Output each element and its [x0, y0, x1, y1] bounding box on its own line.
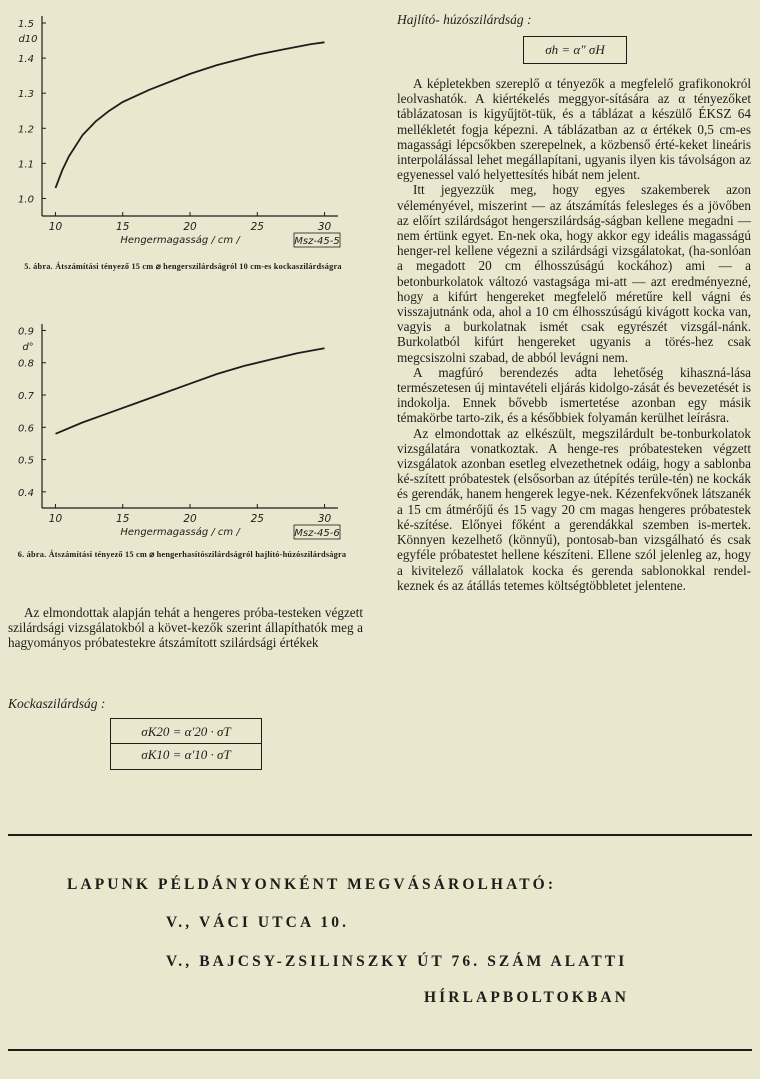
x-tick-label: 15: [116, 513, 130, 525]
y-tick-label: 1.1: [18, 159, 34, 171]
cube-strength-formula-box: [110, 718, 262, 770]
y-axis-label: d10: [18, 34, 38, 45]
bending-strength-formula-box: σh = α″ σH: [523, 36, 627, 64]
x-tick-label: 20: [183, 221, 197, 233]
x-tick-label: 25: [250, 221, 264, 233]
x-axis-label: Hengermagasság / cm /: [120, 527, 240, 538]
x-tick-label: 25: [250, 513, 264, 525]
banner-line-4: HÍRLAPBOLTOKBAN: [424, 989, 629, 1006]
x-tick-label: 10: [48, 513, 63, 525]
banner-bottom-rule: [8, 1049, 752, 1051]
x-tick-label: 30: [317, 221, 332, 233]
banner-line-3: V., BAJCSY-ZSILINSZKY ÚT 76. SZÁM ALATTI: [166, 953, 628, 970]
cube-strength-heading: Kockaszilárdság :: [8, 696, 106, 711]
x-tick-label: 15: [116, 221, 130, 233]
y-tick-label: 0.9: [18, 326, 34, 338]
y-tick-label: 0.4: [18, 487, 34, 499]
right-column-body: [397, 76, 751, 593]
y-axis-label: d°: [22, 342, 34, 353]
series-curve: [56, 42, 325, 188]
left-paragraph: Az elmondottak alapján tehát a hengeres próba-testeken végzett szilárdsági vizsgálatokból a követ-kezők szerint állapíthatók meg a hagyományos próbatestekre átszámított szilárdsági értékek: [8, 605, 363, 651]
right-paragraph-2: Itt jegyezzük meg, hogy egyes szakemberek azon véleményével, miszerint — az átszámítás felesleges és a jövőben az előírt szilárdságot hengerszilárdság-ságban kellene megadni — nem értünk egyet. En-nek oka, hogy akkor egy ideális magasságú henger-rel kellene végezni a szilárdsági vizsgálatokat, (ha-sonlóan a megadott 20 cm élhosszúságú kockához) ami — a betonburkolatok változó vastagsága mi-att — azt eredményezné, hogy a kifúrt hengereket megfelelő méretűre kell vágni és visszajutnánk oda, ahol a 10 cm élhosszúságú kivágott kocka van, vagyis a burkolatnak ismét csak egyrészét vizsgál-nánk. Burkolatból kifúrt hengereket ugyanis a törés-hez csak megcsiszolni szabad, de abból levágni nem.: [397, 182, 751, 365]
banner-line-1: LAPUNK PÉLDÁNYONKÉNT MEGVÁSÁROLHATÓ:: [67, 876, 557, 893]
y-tick-label: 1.5: [18, 19, 34, 31]
figure-6-chart: [0, 316, 360, 544]
y-tick-label: 0.5: [18, 455, 34, 467]
right-paragraph-4: Az elmondottak az elkészült, megszilárdult be-tonburkolatok vizsgálatára vonatkoztak. A henge-res próbatesteken végzett vizsgálatok azonban esetleg elvezethetnek odáig, hogy a sablonba ké-szített próbatestek (elsősorban az útépítés terüle-tén) ne kockák és gerendák, hanem hengerek legye-nek. Kézenfekvőnek látszanék a 15 cm átmérőjű és 15 vagy 20 cm magas hengeres próbatestek ké-szítése. Előnyei főként a gerendákkal szemben is-mertek. Könnyen kezelhető (könnyű), pontosab-ban vizsgálható és csak egyféle próbatestet hellene készíteni. Ellene szól jelenleg az, hogy a kivitelező vállalatok kocka és gerenda sablonokkal rendel-keznek és az átállás tetemes költségtöbbletet jelentene.: [397, 425, 751, 593]
y-tick-label: 1.0: [18, 194, 34, 206]
x-tick-label: 30: [317, 513, 332, 525]
y-tick-label: 0.7: [18, 391, 34, 403]
figure-5-chart: [0, 8, 360, 258]
standard-stamp: Msz-45-6: [294, 528, 340, 539]
figure-5-caption: 5. ábra. Átszámítási tényező 15 cm ⌀ hengerszilárdságról 10 cm-es kockaszilárdságra: [24, 262, 342, 271]
formula-k10: σK10 = α′10 · σT: [141, 747, 231, 762]
figure-6-caption: 6. ábra. Átszámítási tényező 15 cm ⌀ hengerhasítószilárdságról hajlító-húzószilárdságra: [17, 550, 347, 559]
right-paragraph-1: A képletekben szereplő α tényezők a megfelelő grafikonokról leolvashatók. A kiértékelés meggyor-sítására az α tényezőket táblázatosan is kigyűjtöt-tük, és a táblázat a készülő ÉKSZ 64 mellékletét fogja képezni. A táblázatban az α értékek 0,5 cm-es magassági lépcsőkben szerepelnek, a közbenső érté-keket lineáris interpolálással lehet megállapítani, ugyanis ilyen kis távolságon az egyenessel való helyettesítés hibát nem jelent.: [397, 76, 751, 183]
y-tick-label: 1.3: [18, 89, 34, 101]
series-curve: [56, 348, 325, 434]
y-tick-label: 1.4: [18, 54, 34, 66]
banner-top-rule: [8, 834, 752, 836]
y-tick-label: 0.6: [18, 423, 34, 435]
x-axis-label: Hengermagasság / cm /: [120, 235, 240, 246]
y-tick-label: 1.2: [18, 124, 34, 136]
bending-strength-heading: Hajlító- húzószilárdság :: [397, 12, 532, 27]
formula-k20: σK20 = α′20 · σT: [111, 719, 261, 744]
x-tick-label: 10: [48, 221, 63, 233]
x-tick-label: 20: [183, 513, 197, 525]
banner-line-2: V., VÁCI UTCA 10.: [166, 914, 350, 931]
standard-stamp: Msz-45-5: [294, 236, 340, 247]
right-paragraph-3: A magfúró berendezés adta lehetőség kihaszná-lása természetesen új mintavételi eljárás kidolgo-zását és bevezetését is indokolja. Ennek bővebb ismertetése azonban egy másik témakörbe tarto-zik, és a későbbiek folyamán kerülhet leírásra.: [397, 364, 751, 426]
y-tick-label: 0.8: [18, 358, 34, 370]
